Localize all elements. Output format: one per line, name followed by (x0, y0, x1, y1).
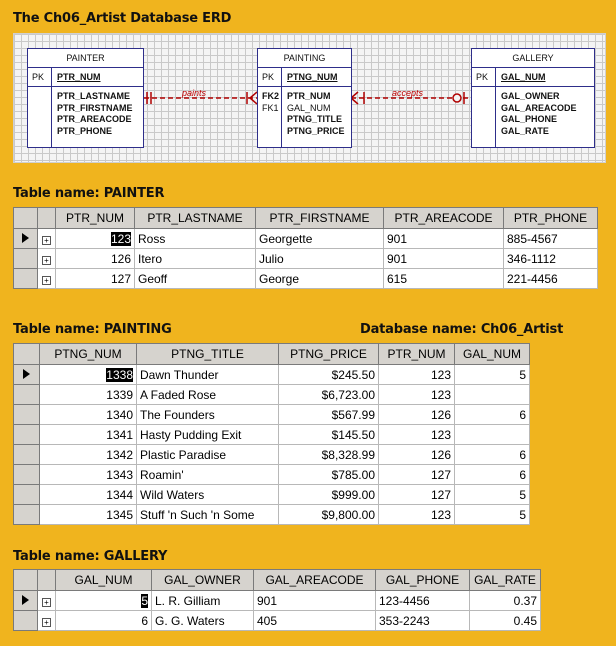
cell[interactable]: $145.50 (279, 425, 379, 445)
cell[interactable]: Julio (256, 249, 384, 269)
entity-name: PAINTING (258, 49, 351, 68)
record-selector[interactable] (14, 269, 38, 289)
cell[interactable]: 0.37 (470, 591, 541, 611)
record-selector[interactable] (14, 425, 40, 445)
column-header[interactable]: PTR_LASTNAME (135, 208, 256, 229)
column-header[interactable]: PTNG_TITLE (137, 344, 279, 365)
cell[interactable]: 5 (455, 505, 530, 525)
cell[interactable]: 123-4456 (376, 591, 470, 611)
cell[interactable]: L. R. Gilliam (152, 591, 254, 611)
expand-header (38, 208, 56, 229)
table-row[interactable] (14, 485, 530, 505)
record-selector[interactable] (14, 249, 38, 269)
cell[interactable]: 1343 (40, 465, 137, 485)
cell-value: 5 (141, 593, 148, 608)
cell[interactable]: A Faded Rose (137, 385, 279, 405)
cell[interactable]: 0.45 (470, 611, 541, 631)
cell[interactable]: Georgette (256, 229, 384, 249)
table-row[interactable] (14, 425, 530, 445)
table-row[interactable] (14, 405, 530, 425)
pk-label: PK (472, 68, 496, 86)
record-selector[interactable] (14, 445, 40, 465)
attribute: GAL_PHONE (501, 114, 558, 124)
column-header[interactable]: GAL_PHONE (376, 570, 470, 591)
table-row[interactable] (14, 465, 530, 485)
database-name-label: Database name: Ch06_Artist (360, 322, 564, 337)
expand-button[interactable] (38, 229, 56, 249)
record-selector-header (14, 344, 40, 365)
table-row[interactable] (14, 445, 530, 465)
pk-attribute: GAL_NUM (501, 72, 546, 82)
table-row[interactable] (14, 249, 598, 269)
cell[interactable]: 123 (379, 385, 455, 405)
table-row[interactable] (14, 505, 530, 525)
cell[interactable]: Plastic Paradise (137, 445, 279, 465)
cell[interactable]: 5 (455, 485, 530, 505)
relationship-label-paints: paints (182, 88, 207, 98)
attribute: GAL_OWNER (501, 91, 560, 101)
cell[interactable]: Geoff (135, 269, 256, 289)
entity-painter (27, 48, 144, 148)
painter-table (13, 207, 598, 289)
cell-value: 123 (110, 231, 131, 246)
table-row[interactable] (14, 611, 541, 631)
cell[interactable]: 1344 (40, 485, 137, 505)
record-selector[interactable] (14, 611, 38, 631)
cell[interactable]: 1342 (40, 445, 137, 465)
current-record-arrow-icon (23, 369, 30, 379)
entity-painting (257, 48, 352, 148)
cell[interactable]: Stuff 'n Such 'n Some (137, 505, 279, 525)
painting-table-label: Table name: PAINTING (13, 322, 172, 337)
cell[interactable]: The Founders (137, 405, 279, 425)
cell[interactable]: G. G. Waters (152, 611, 254, 631)
cell[interactable]: 885-4567 (504, 229, 598, 249)
cell[interactable]: $999.00 (279, 485, 379, 505)
entity-gallery (471, 48, 595, 148)
table-row[interactable] (14, 385, 530, 405)
record-selector[interactable] (14, 385, 40, 405)
cell[interactable]: Hasty Pudding Exit (137, 425, 279, 445)
expand-plus-icon: + (42, 276, 51, 285)
cell[interactable]: 901 (384, 229, 504, 249)
expand-plus-icon: + (42, 256, 51, 265)
record-selector-header (14, 208, 38, 229)
cell[interactable]: $9,800.00 (279, 505, 379, 525)
expand-button[interactable] (38, 611, 56, 631)
cell[interactable]: $8,328.99 (279, 445, 379, 465)
column-header[interactable]: GAL_AREACODE (254, 570, 376, 591)
cell[interactable]: 1341 (40, 425, 137, 445)
cell[interactable]: 126 (379, 405, 455, 425)
column-header[interactable]: GAL_NUM (455, 344, 530, 365)
cell[interactable]: 127 (56, 269, 135, 289)
column-header[interactable]: PTR_AREACODE (384, 208, 504, 229)
cell[interactable]: 123 (379, 505, 455, 525)
entity-name: GALLERY (472, 49, 594, 68)
cell[interactable]: 123 (379, 365, 455, 385)
cell[interactable]: $6,723.00 (279, 385, 379, 405)
cell[interactable] (40, 365, 137, 385)
cell[interactable]: George (256, 269, 384, 289)
column-header[interactable]: GAL_OWNER (152, 570, 254, 591)
cell[interactable]: 127 (379, 465, 455, 485)
cell[interactable]: 127 (379, 485, 455, 505)
pk-attribute: PTNG_NUM (287, 72, 338, 82)
column-header[interactable]: PTNG_PRICE (279, 344, 379, 365)
record-selector[interactable] (14, 465, 40, 485)
cell[interactable]: 1339 (40, 385, 137, 405)
cell[interactable] (56, 229, 135, 249)
fk-label: FK2 (262, 91, 280, 101)
expand-plus-icon: + (42, 236, 51, 245)
pk-label: PK (28, 68, 52, 86)
cell[interactable]: Itero (135, 249, 256, 269)
cell[interactable]: 6 (56, 611, 152, 631)
table-row[interactable] (14, 591, 541, 611)
cell[interactable]: 6 (455, 465, 530, 485)
record-selector[interactable] (14, 365, 40, 385)
cell[interactable]: 1345 (40, 505, 137, 525)
cell[interactable]: Dawn Thunder (137, 365, 279, 385)
cell[interactable] (56, 591, 152, 611)
expand-header (38, 570, 56, 591)
cell[interactable]: $245.50 (279, 365, 379, 385)
record-selector[interactable] (14, 229, 38, 249)
gallery-table (13, 569, 541, 631)
pk-label: PK (258, 68, 282, 86)
attribute: GAL_NUM (287, 102, 331, 113)
attribute: PTR_FIRSTNAME (57, 102, 133, 113)
painting-table (13, 343, 530, 525)
cell-value: 1338 (106, 367, 133, 382)
attribute: PTNG_TITLE (287, 114, 343, 124)
record-selector[interactable] (14, 591, 38, 611)
cell[interactable]: 5 (455, 365, 530, 385)
table-row[interactable] (14, 365, 530, 385)
cell[interactable]: 126 (56, 249, 135, 269)
cell[interactable]: 405 (254, 611, 376, 631)
cell[interactable] (455, 385, 530, 405)
expand-button[interactable] (38, 249, 56, 269)
cell[interactable]: 221-4456 (504, 269, 598, 289)
erd-diagram (13, 33, 606, 163)
cell[interactable]: Wild Waters (137, 485, 279, 505)
expand-plus-icon: + (42, 618, 51, 627)
expand-button[interactable] (38, 269, 56, 289)
erd-title: The Ch06_Artist Database ERD (13, 11, 232, 26)
attribute: PTR_PHONE (57, 125, 113, 136)
cell[interactable]: 346-1112 (504, 249, 598, 269)
attribute: PTNG_PRICE (287, 125, 345, 136)
entity-name: PAINTER (28, 49, 143, 68)
record-selector-header (14, 570, 38, 591)
column-header[interactable]: PTNG_NUM (40, 344, 137, 365)
expand-plus-icon: + (42, 598, 51, 607)
pk-attribute: PTR_NUM (57, 72, 101, 82)
column-header[interactable]: PTR_NUM (379, 344, 455, 365)
cell[interactable]: Ross (135, 229, 256, 249)
fk-label: FK1 (262, 102, 279, 113)
relationship-label-accepts: accepts (392, 88, 424, 98)
painter-table-label: Table name: PAINTER (13, 186, 165, 201)
table-row[interactable] (14, 229, 598, 249)
attribute: GAL_AREACODE (501, 102, 577, 113)
cell[interactable]: 6 (455, 405, 530, 425)
record-selector[interactable] (14, 505, 40, 525)
current-record-arrow-icon (22, 233, 29, 243)
current-record-arrow-icon (22, 595, 29, 605)
cell[interactable]: 6 (455, 445, 530, 465)
cell[interactable]: 615 (384, 269, 504, 289)
cell[interactable]: $785.00 (279, 465, 379, 485)
cell[interactable]: $567.99 (279, 405, 379, 425)
column-header[interactable]: GAL_RATE (470, 570, 541, 591)
attribute: GAL_RATE (501, 125, 549, 136)
expand-button[interactable] (38, 591, 56, 611)
attribute: PTR_LASTNAME (57, 91, 131, 101)
column-header[interactable]: PTR_FIRSTNAME (256, 208, 384, 229)
cell[interactable]: 901 (384, 249, 504, 269)
cell[interactable]: 353-2243 (376, 611, 470, 631)
cell[interactable]: 1340 (40, 405, 137, 425)
column-header[interactable]: PTR_NUM (56, 208, 135, 229)
attribute: PTR_NUM (287, 91, 331, 101)
cell[interactable]: Roamin' (137, 465, 279, 485)
attribute: PTR_AREACODE (57, 114, 132, 124)
table-row[interactable] (14, 269, 598, 289)
cell[interactable]: 123 (379, 425, 455, 445)
record-selector[interactable] (14, 485, 40, 505)
gallery-table-label: Table name: GALLERY (13, 549, 168, 564)
column-header[interactable]: GAL_NUM (56, 570, 152, 591)
column-header[interactable]: PTR_PHONE (504, 208, 598, 229)
cell[interactable]: 126 (379, 445, 455, 465)
cell[interactable] (455, 425, 530, 445)
record-selector[interactable] (14, 405, 40, 425)
cell[interactable]: 901 (254, 591, 376, 611)
